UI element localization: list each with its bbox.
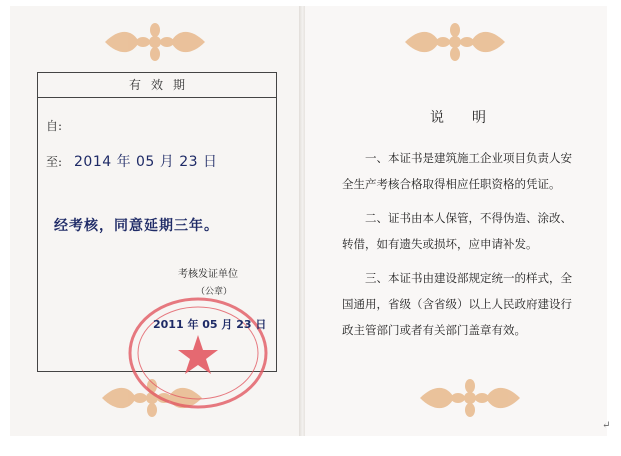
- to-label: 至:: [46, 155, 63, 169]
- paragraph: 二、证书由本人保管，不得伪造、涂改、转借，如有遗失或损坏，应申请补发。: [342, 211, 572, 251]
- flower-ornament-icon: [410, 378, 530, 418]
- from-label: 自:: [46, 119, 63, 133]
- validity-box: [37, 72, 277, 372]
- instructions: [342, 145, 582, 351]
- star-icon: [178, 335, 218, 374]
- paragraph: 三、本证书由建设部规定统一的样式，全国通用，省级（含省级）以上人民政府建设行政主管部门或者有关部门盖章有效。: [342, 271, 572, 337]
- flower-ornament-icon: [395, 22, 515, 62]
- issuer-label: 考核发证单位: [178, 269, 238, 280]
- flower-ornament-icon: [95, 22, 215, 62]
- sign-date: 2011 年 05 月 23 日: [153, 318, 267, 331]
- expiry-date: 2014 年 05 月 23 日: [74, 154, 218, 170]
- extension-note: 经考核，同意延期三年。: [54, 218, 219, 234]
- paragraph: 一、本证书是建筑施工企业项目负责人安全生产考核合格取得相应任职资格的凭证。: [342, 151, 572, 191]
- stamp-label: （公章）: [196, 287, 233, 297]
- page-title: 说明: [430, 110, 514, 126]
- official-seal: [123, 295, 273, 415]
- validity-header: 有效期: [38, 73, 276, 98]
- return-mark-icon: ↵: [602, 420, 611, 431]
